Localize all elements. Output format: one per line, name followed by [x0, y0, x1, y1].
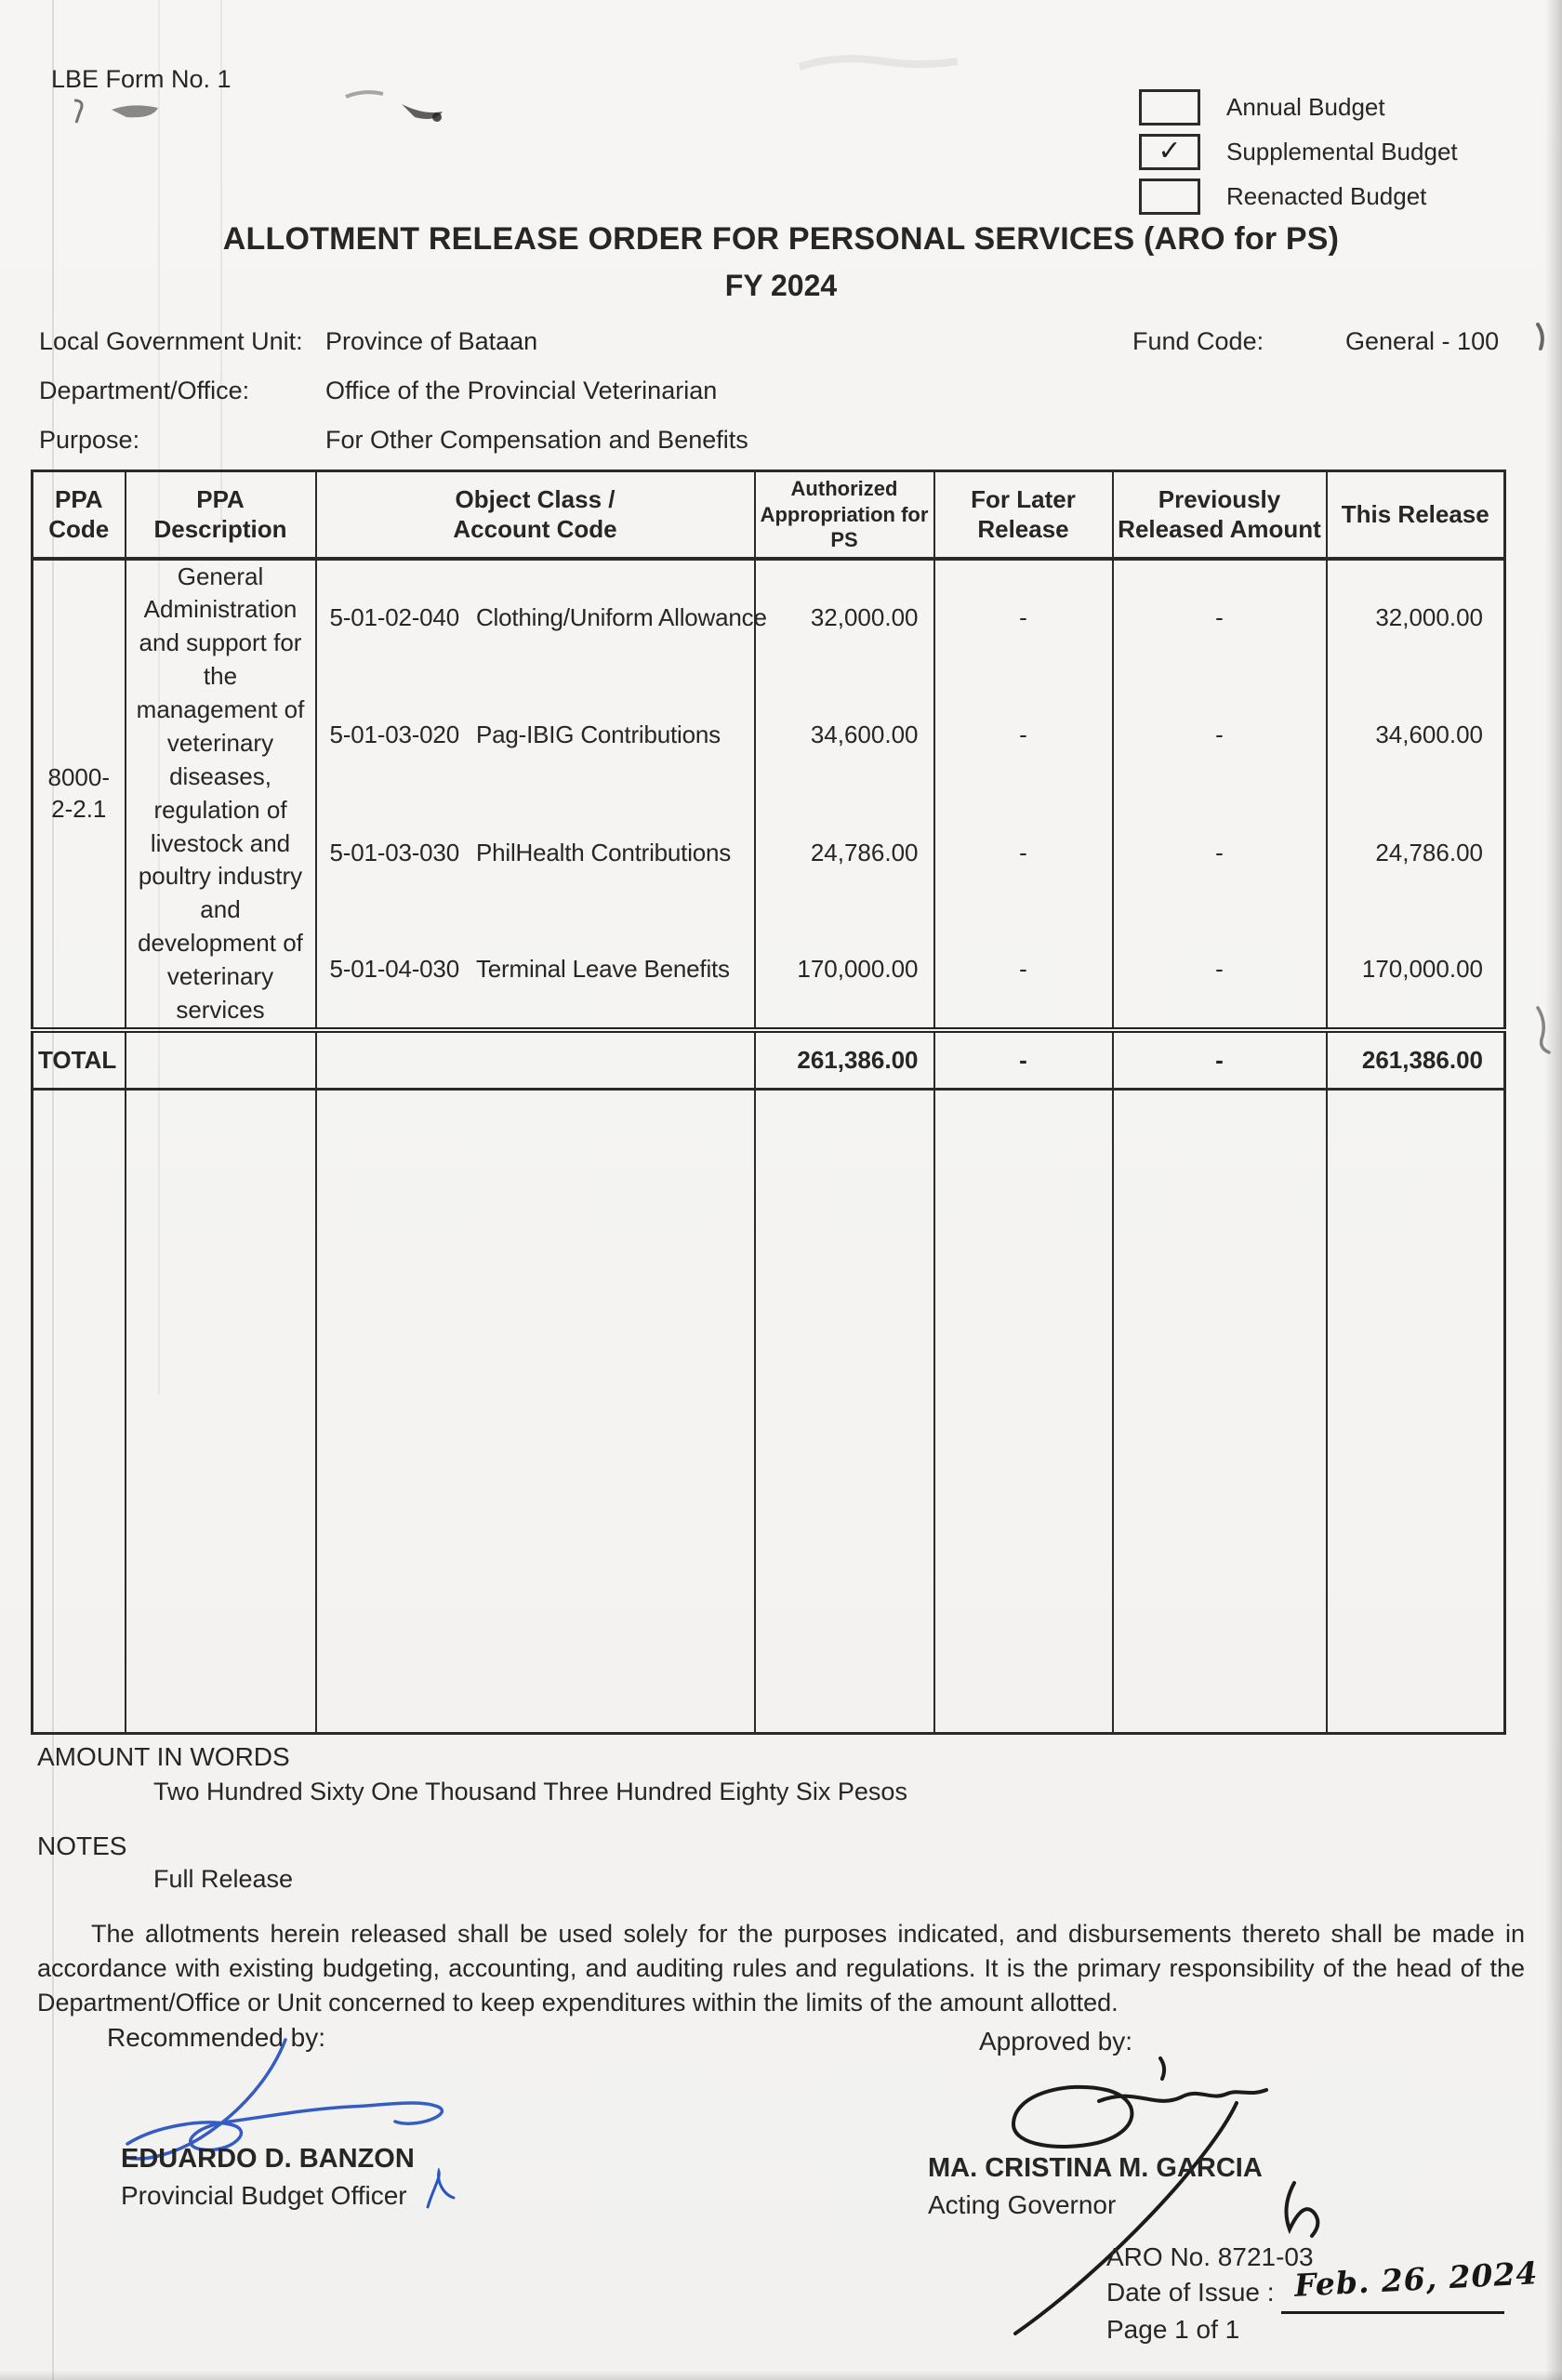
- department-value: Office of the Provincial Veterinarian: [325, 377, 718, 404]
- purpose-value: For Other Compensation and Benefits: [325, 426, 748, 454]
- account-title: PhilHealth Contributions: [475, 839, 732, 867]
- ppa-description-cell: General Administration and support for the management of veterinary diseases, regulation of livestock and poultry industry and development of veterinary services: [126, 559, 316, 1030]
- previously-cell: -: [1113, 794, 1327, 912]
- authorized-amount-cell: 34,600.00: [755, 676, 934, 794]
- notes-value: Full Release: [153, 1865, 294, 1893]
- budget-type-option-supplemental: [1139, 136, 1458, 167]
- scan-mark: [1530, 321, 1558, 377]
- column-header-object-class: Object Class / Account Code: [316, 471, 755, 559]
- amount-in-words-label: AMOUNT IN WORDS: [37, 1742, 290, 1771]
- allotment-table: [31, 469, 1506, 1735]
- date-of-issue-label: Date of Issue :: [1106, 2278, 1275, 2307]
- budget-type-option-annual: [1139, 91, 1458, 123]
- for-later-cell: -: [934, 559, 1113, 677]
- recommended-name: EDUARDO D. BANZON: [121, 2144, 415, 2174]
- authorized-amount-cell: 32,000.00: [755, 559, 934, 677]
- column-header-this-release: This Release: [1327, 471, 1505, 559]
- budget-option-label: Reenacted Budget: [1226, 181, 1427, 210]
- aro-number: ARO No. 8721-03: [1106, 2242, 1314, 2271]
- checkbox-annual-budget[interactable]: [1139, 89, 1200, 126]
- table-row: [33, 559, 1505, 677]
- budget-type-options: [1139, 91, 1458, 225]
- table-total-row: [33, 1030, 1505, 1090]
- scan-edge-shadow: [0, 2371, 1562, 2380]
- account-title: Terminal Leave Benefits: [475, 955, 730, 984]
- scan-edge-shadow: [1545, 0, 1562, 2380]
- empty-cell: [126, 1030, 316, 1090]
- budget-option-label: Annual Budget: [1226, 92, 1385, 121]
- account-code-cell: [316, 912, 755, 1030]
- account-title: Clothing/Uniform Allowance: [475, 603, 767, 632]
- budget-type-option-reenacted: [1139, 180, 1458, 212]
- column-header-ppa-code: PPA Code: [33, 471, 126, 559]
- page-indicator: Page 1 of 1: [1106, 2315, 1240, 2344]
- department-label: Department/Office:: [39, 377, 250, 404]
- account-code-cell: [316, 559, 767, 677]
- empty-cell: [1327, 1090, 1505, 1734]
- this-release-cell: 170,000.00: [1327, 912, 1505, 1030]
- approved-title: Acting Governor: [928, 2190, 1117, 2219]
- previously-cell: -: [1113, 676, 1327, 794]
- account-code: 5-01-03-020: [329, 721, 459, 749]
- recommended-title: Provincial Budget Officer: [121, 2181, 407, 2210]
- this-release-cell: 24,786.00: [1327, 794, 1505, 912]
- empty-cell: [1113, 1090, 1327, 1734]
- this-release-cell: 34,600.00: [1327, 676, 1505, 794]
- total-this-release-cell: 261,386.00: [1327, 1030, 1505, 1090]
- column-header-for-later: For Later Release: [934, 471, 1113, 559]
- approved-by-label: Approved by:: [979, 2027, 1132, 2056]
- authorized-amount-cell: 24,786.00: [755, 794, 934, 912]
- notes-label: NOTES: [37, 1831, 127, 1860]
- previously-cell: -: [1113, 559, 1327, 677]
- column-header-authorized: Authorized Appropriation for PS: [755, 471, 934, 559]
- this-release-cell: 32,000.00: [1327, 559, 1505, 677]
- for-later-cell: -: [934, 912, 1113, 1030]
- table-header-row: [33, 471, 1505, 559]
- checkmark-icon: ✓: [1158, 136, 1182, 166]
- total-label-cell: TOTAL: [33, 1030, 126, 1090]
- authorized-amount-cell: 170,000.00: [755, 912, 934, 1030]
- empty-cell: [934, 1090, 1113, 1734]
- total-authorized-cell: 261,386.00: [755, 1030, 934, 1090]
- purpose-label: Purpose:: [39, 426, 140, 454]
- disclaimer-paragraph: The allotments herein released shall be used solely for the purposes indicated, and disbursements thereto shall be made in accordance with existing budgeting, accounting, and auditing rules and regulations. It is the primary responsibility of the head of the Department/Office or Unit concerned to keep expenditures within the limits of the amount allotted.: [37, 1920, 1525, 2016]
- checkbox-supplemental-budget[interactable]: [1139, 134, 1200, 170]
- ppa-code-cell: 8000-2-2.1: [33, 559, 126, 1030]
- amount-in-words-value: Two Hundred Sixty One Thousand Three Hundred Eighty Six Pesos: [153, 1778, 907, 1805]
- checkbox-reenacted-budget[interactable]: [1139, 178, 1200, 215]
- account-code: 5-01-03-030: [329, 839, 459, 867]
- account-code: 5-01-02-040: [329, 603, 459, 632]
- date-underline: [1281, 2311, 1504, 2314]
- empty-cell: [755, 1090, 934, 1734]
- column-header-ppa-description: PPA Description: [126, 471, 316, 559]
- column-header-previously: Previously Released Amount: [1113, 471, 1327, 559]
- approved-name: MA. CRISTINA M. GARCIA: [928, 2153, 1263, 2183]
- form-number: LBE Form No. 1: [51, 65, 232, 93]
- empty-cell: [33, 1090, 126, 1734]
- empty-cell: [126, 1090, 316, 1734]
- account-code: 5-01-04-030: [329, 955, 459, 984]
- empty-cell: [316, 1030, 755, 1090]
- document-title: [0, 221, 1562, 303]
- total-for-later-cell: -: [934, 1030, 1113, 1090]
- handwritten-date: Feb. 26, 2024: [1293, 2254, 1540, 2304]
- recommended-by-label: Recommended by:: [107, 2023, 326, 2052]
- lgu-label: Local Government Unit:: [39, 327, 303, 355]
- table-empty-row: [33, 1090, 1505, 1734]
- title-line-2: FY 2024: [724, 269, 838, 302]
- initial-mark-icon: [420, 2168, 461, 2215]
- account-code-cell: [316, 676, 755, 794]
- scan-mark: [1534, 1006, 1558, 1058]
- empty-cell: [316, 1090, 755, 1734]
- title-line-1: ALLOTMENT RELEASE ORDER FOR PERSONAL SERVICES (ARO for PS): [222, 221, 1340, 257]
- account-code-cell: [316, 794, 755, 912]
- total-previously-cell: -: [1113, 1030, 1327, 1090]
- budget-option-label: Supplemental Budget: [1226, 137, 1458, 165]
- lgu-value: Province of Bataan: [325, 327, 538, 355]
- previously-cell: -: [1113, 912, 1327, 1030]
- fund-code-label: Fund Code:: [1132, 327, 1264, 355]
- fund-code-value: General - 100: [1345, 327, 1500, 355]
- for-later-cell: -: [934, 676, 1113, 794]
- account-title: Pag-IBIG Contributions: [475, 721, 721, 749]
- for-later-cell: -: [934, 794, 1113, 912]
